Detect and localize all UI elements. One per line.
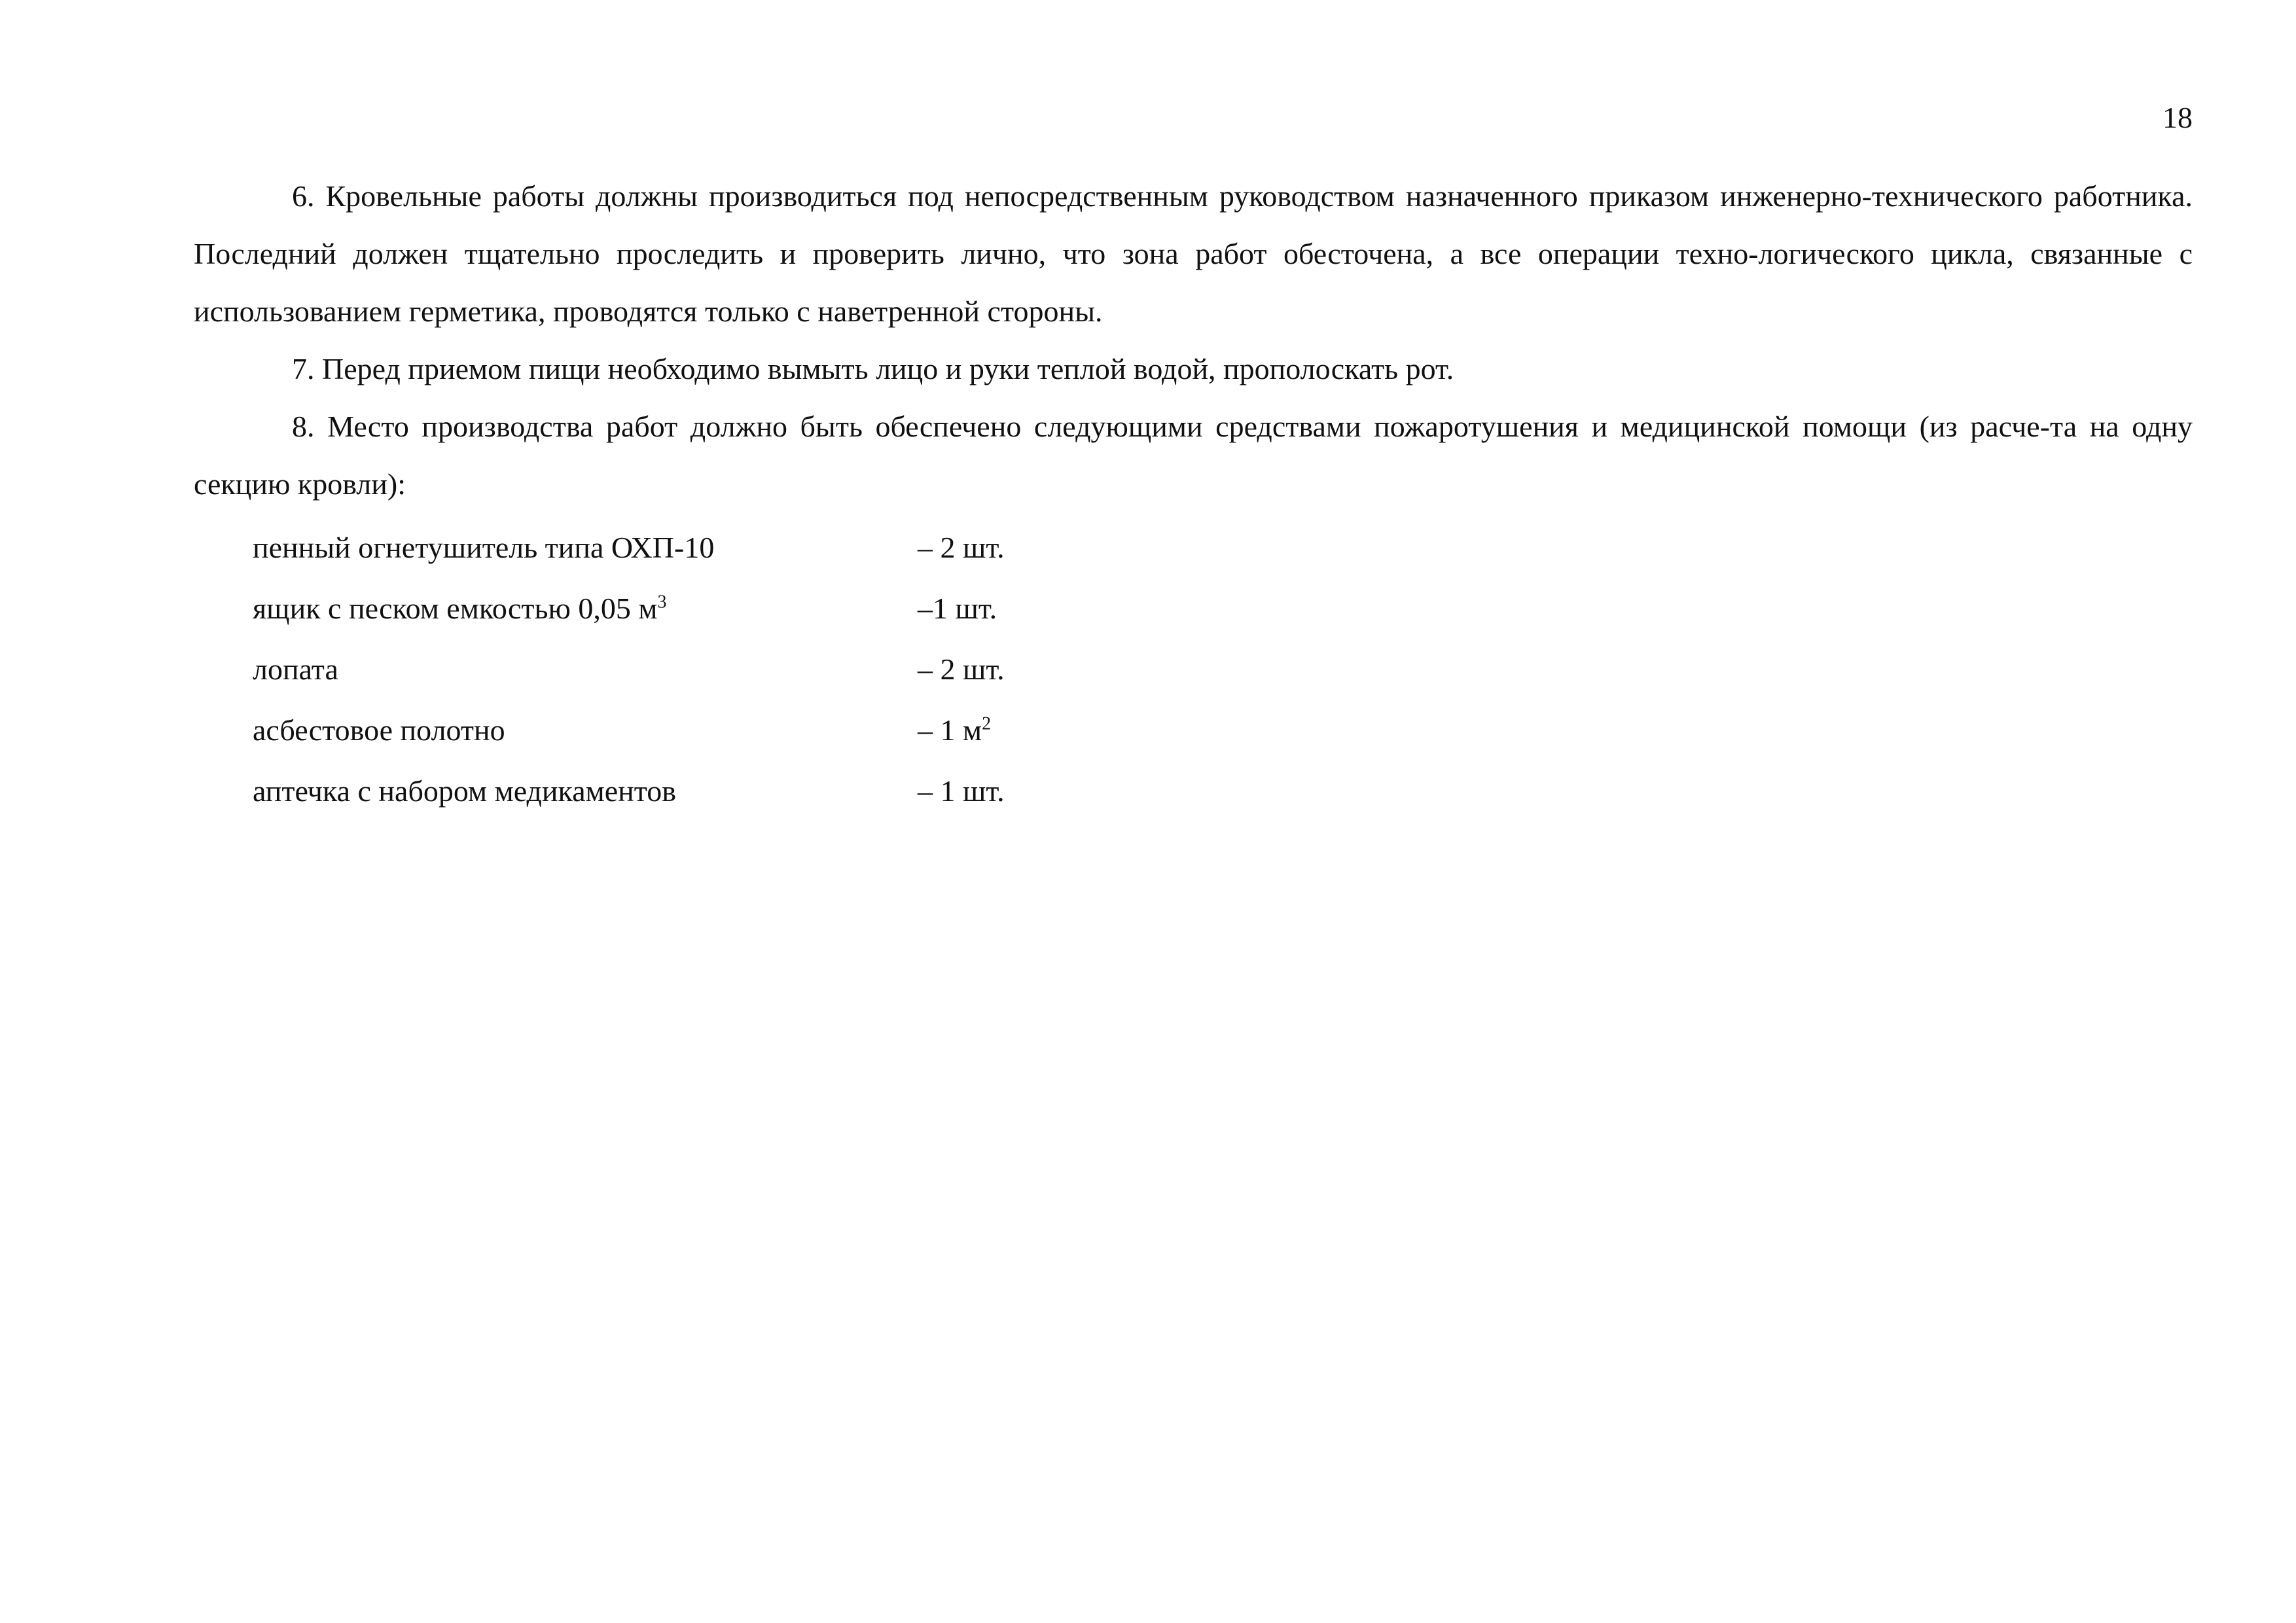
- superscript: 3: [657, 592, 667, 613]
- equipment-list: [253, 517, 1169, 821]
- item-name: ящик с песком емкостью 0,05 $м^3$: [253, 592, 667, 625]
- list-item: [253, 578, 1169, 639]
- paragraph-7: 7. Перед приемом пищи необходимо вымыть лицо и руки теплой водой, прополоскать рот.: [292, 352, 1454, 385]
- page-number: 18: [2162, 101, 2193, 134]
- item-name: пенный огнетушитель типа ОХП-10: [253, 531, 715, 564]
- item-name: аптечка с набором медикаментов: [253, 774, 676, 808]
- list-item: [253, 517, 1169, 578]
- item-quantity: – 2 шт.: [918, 531, 1005, 564]
- paragraph-6: 6. Кровельные работы должны производиться под непосредственным руководством назначенного приказом инженерно-технического работника. Последний должен тщательно проследить и проверить лично, что зона работ обесточена, а все операции техно-логического цикла, связанные с использованием герметика, проводятся только с наветренной стороны.: [194, 179, 2193, 328]
- list-item: [253, 639, 1169, 700]
- item-quantity: – 2 шт.: [918, 652, 1005, 686]
- item-name: лопата: [253, 652, 338, 686]
- item-quantity: – 1 шт.: [918, 774, 1005, 808]
- item-quantity: – 1 $м^2$: [918, 713, 992, 747]
- paragraph-8: 8. Место производства работ должно быть обеспечено следующими средствами пожаротушения и медицинской помощи (из расче-та на одну секцию кровли):: [194, 410, 2193, 501]
- item-name: асбестовое полотно: [253, 713, 505, 747]
- list-item: [253, 760, 1169, 821]
- superscript: 2: [982, 713, 992, 734]
- body-text: [194, 168, 2193, 513]
- list-item: [253, 700, 1169, 760]
- item-quantity: –1 шт.: [918, 592, 997, 625]
